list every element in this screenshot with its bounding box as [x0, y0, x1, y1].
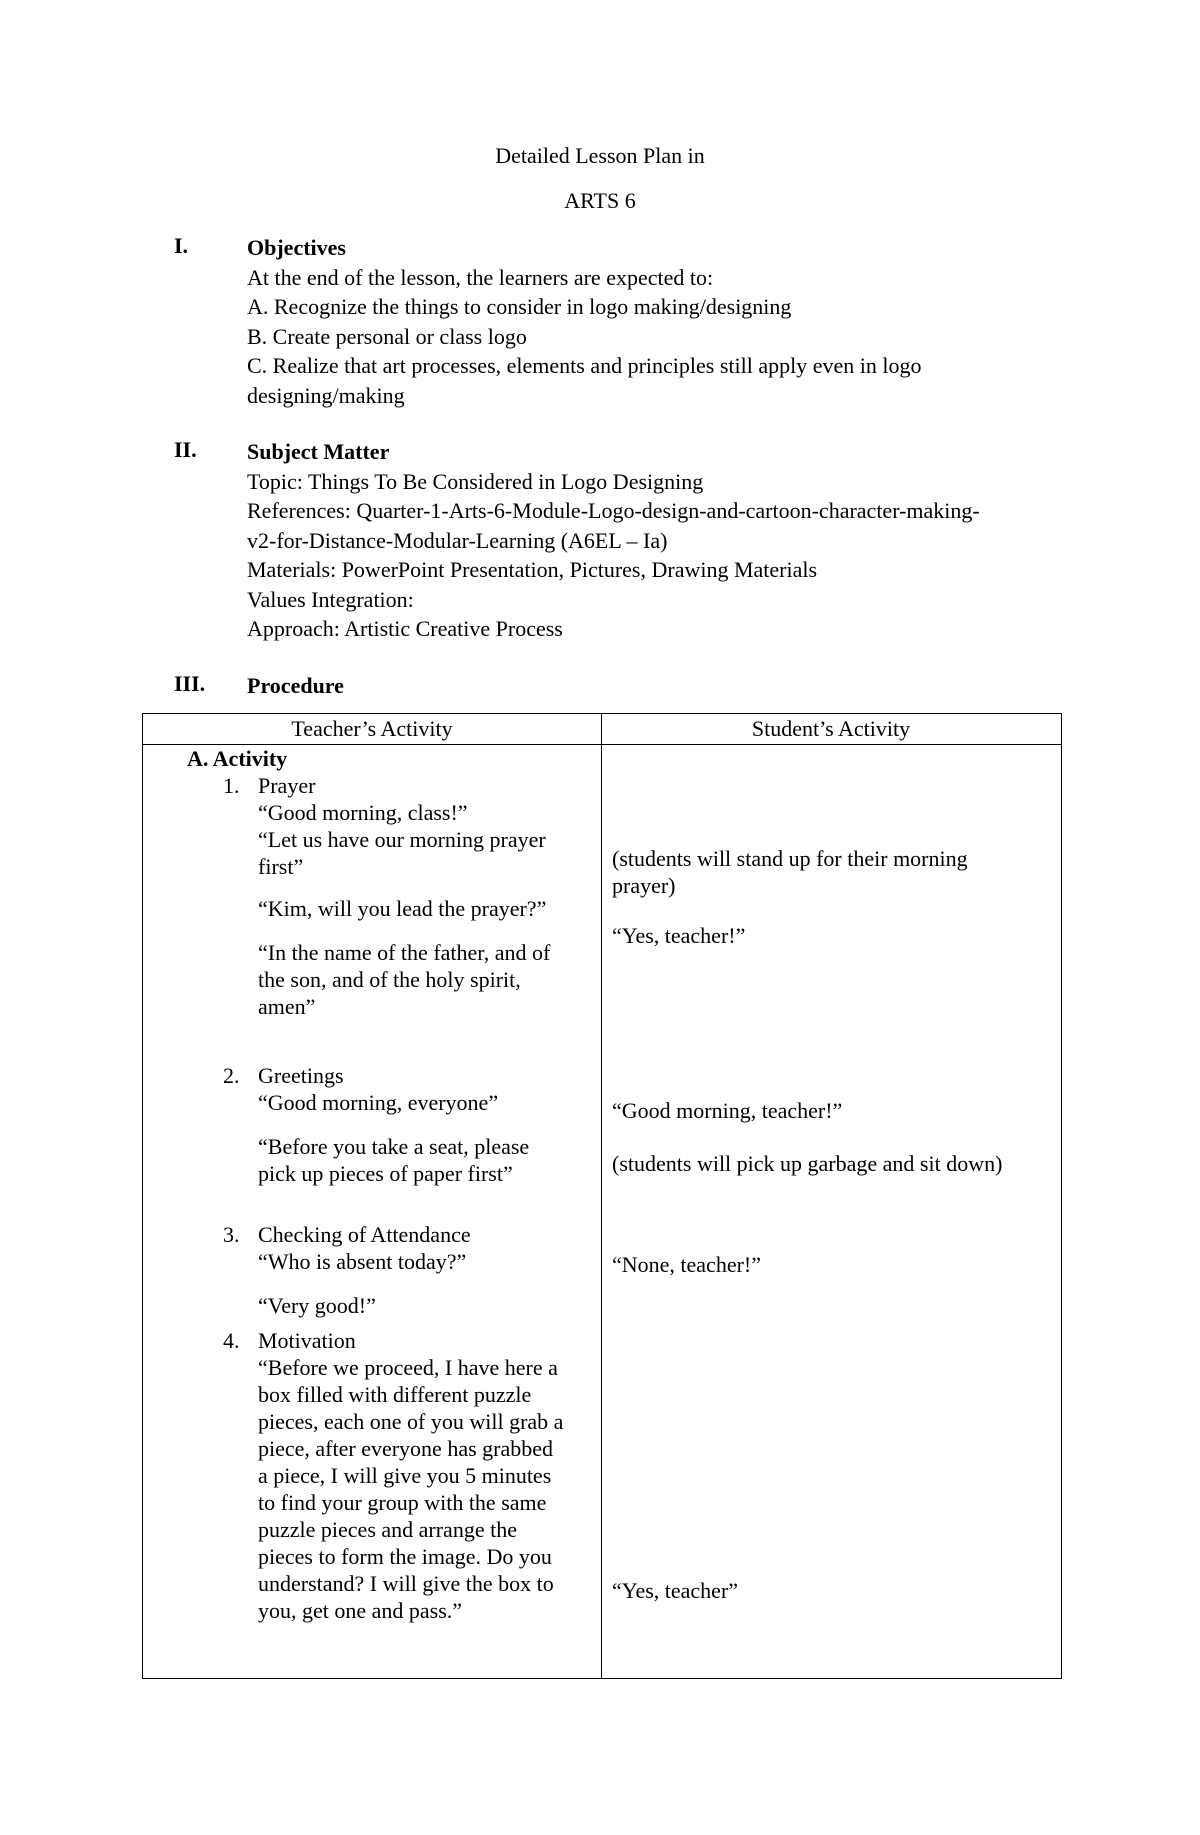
topic-line: Topic: Things To Be Considered in Logo Designing: [247, 468, 704, 494]
student-response: “Good morning, teacher!”: [612, 1098, 843, 1123]
references-line: References: Quarter-1-Arts-6-Module-Logo-design-and-cartoon-character-making-: [247, 498, 980, 523]
teacher-column-header: Teacher’s Activity: [291, 716, 453, 741]
student-response: (students will pick up garbage and sit down): [612, 1151, 1003, 1176]
step-title: Greetings: [258, 1063, 344, 1088]
teacher-line: “Good morning, class!”: [258, 800, 468, 825]
activity-section-label: A. Activity: [187, 746, 288, 771]
teacher-line: amen”: [258, 994, 316, 1019]
objective-item: A. Recognize the things to consider in logo making/designing: [247, 294, 792, 319]
student-line: (students will stand up for their morning: [612, 846, 968, 871]
step-title: Prayer: [258, 773, 316, 798]
teacher-line: a piece, I will give you 5 minutes: [258, 1463, 552, 1488]
teacher-line: “Kim, will you lead the prayer?”: [258, 896, 547, 921]
step-title: Checking of Attendance: [258, 1222, 471, 1247]
subject-matter-number: II.: [174, 437, 197, 462]
procedure-heading: [247, 671, 1047, 701]
teacher-line: pieces to form the image. Do you: [258, 1544, 552, 1569]
objectives-number: I.: [174, 233, 189, 258]
subject-matter-title: Subject Matter: [247, 439, 390, 464]
prayer-step: [258, 772, 588, 1020]
procedure-number: III.: [174, 671, 206, 696]
step-number: 3.: [223, 1222, 240, 1247]
step-number: 1.: [223, 773, 240, 798]
teacher-line: “In the name of the father, and of: [258, 940, 551, 965]
subject-matter-section: [247, 437, 1047, 644]
materials-line: Materials: PowerPoint Presentation, Pictures, Drawing Materials: [247, 557, 818, 582]
step-number: 4.: [223, 1328, 240, 1353]
teacher-line: first”: [258, 854, 304, 879]
values-line: Values Integration:: [247, 586, 414, 612]
teacher-line: box filled with different puzzle: [258, 1382, 532, 1407]
teacher-line: “Very good!”: [258, 1293, 376, 1318]
student-response: “Yes, teacher!”: [612, 923, 746, 948]
motivation-step: [258, 1327, 593, 1624]
objectives-title: Objectives: [247, 235, 346, 260]
objectives-intro: At the end of the lesson, the learners are expected to:: [247, 264, 714, 290]
objective-item: designing/making: [247, 382, 405, 408]
student-response-prayer: [612, 845, 1052, 899]
objective-item: B. Create personal or class logo: [247, 323, 527, 349]
teacher-line: pick up pieces of paper first”: [258, 1161, 513, 1186]
teacher-line: “Let us have our morning prayer: [258, 827, 546, 852]
procedure-table: [142, 713, 1062, 1679]
teacher-line: “Before you take a seat, please: [258, 1134, 530, 1159]
student-column-header: Student’s Activity: [751, 716, 911, 741]
teacher-line: understand? I will give the box to: [258, 1571, 554, 1596]
objective-item: C. Realize that art processes, elements and principles still apply even in logo: [247, 353, 922, 378]
objectives-section: [247, 233, 1047, 410]
references-line: v2-for-Distance-Modular-Learning (A6EL – Ia): [247, 527, 668, 553]
teacher-line: piece, after everyone has grabbed: [258, 1436, 554, 1461]
student-response: “None, teacher!”: [612, 1252, 762, 1277]
teacher-line: puzzle pieces and arrange the: [258, 1517, 517, 1542]
doc-title-line2: ARTS 6: [564, 188, 636, 213]
teacher-line: you, get one and pass.”: [258, 1598, 463, 1623]
approach-line: Approach: Artistic Creative Process: [247, 616, 563, 641]
attendance-step: [258, 1221, 588, 1319]
teacher-line: the son, and of the holy spirit,: [258, 967, 521, 992]
teacher-line: “Good morning, everyone”: [258, 1090, 499, 1115]
doc-title-line1: Detailed Lesson Plan in: [495, 143, 705, 168]
student-line: prayer): [612, 873, 676, 898]
step-title: Motivation: [258, 1328, 356, 1353]
teacher-line: to find your group with the same: [258, 1490, 547, 1515]
teacher-line: “Who is absent today?”: [258, 1249, 467, 1274]
teacher-line: pieces, each one of you will grab a: [258, 1409, 564, 1434]
step-number: 2.: [223, 1063, 240, 1088]
teacher-line: “Before we proceed, I have here a: [258, 1355, 558, 1380]
procedure-title: Procedure: [247, 673, 344, 698]
table-column-divider: [601, 714, 602, 1678]
student-response: “Yes, teacher”: [612, 1578, 739, 1603]
greetings-step: [258, 1062, 588, 1187]
